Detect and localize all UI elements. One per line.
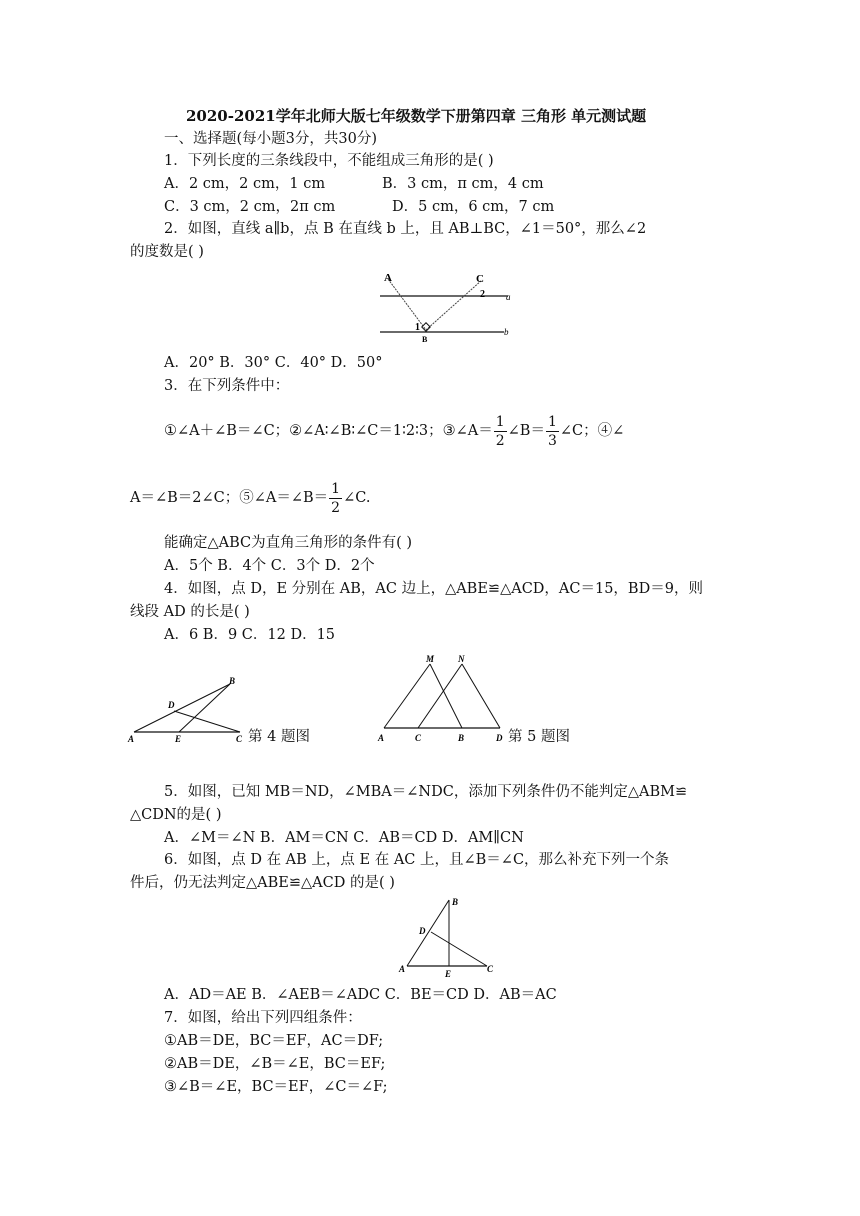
q5-label-c: C xyxy=(415,733,422,743)
page-title: 2020-2021学年北师大版七年级数学下册第四章 三角形 单元测试题 xyxy=(186,107,647,125)
q6-label-d: D xyxy=(419,926,426,936)
q1-stem: 1．下列长度的三条线段中，不能组成三角形的是( ) xyxy=(164,153,494,169)
q5-label-b: B xyxy=(458,733,465,743)
q5-line1: 5．如图，已知 MB＝ND，∠MBA＝∠NDC，添加下列条件仍不能判定△ABM≌ xyxy=(164,784,688,800)
q3-cond-part5: ∠C. xyxy=(343,490,371,506)
q2-line2: 的度数是( ) xyxy=(130,244,204,260)
q4-line1: 4．如图，点 D，E 分别在 AB，AC 边上，△ABE≌△ACD，AC＝15，BD＝9，则 xyxy=(164,581,703,597)
section-heading: 一、选择题(每小题3分，共30分) xyxy=(164,131,377,147)
q3-fraction-third: $\frac{1}{3}$ xyxy=(547,413,557,449)
q6-figure xyxy=(395,894,505,980)
q5-figure xyxy=(372,652,512,748)
q2-line1: 2．如图，直线 a∥b，点 B 在直线 b 上，且 AB⊥BC，∠1＝50°，那么∠2 xyxy=(164,221,647,237)
q6-line2: 件后，仍无法判定△ABE≌△ACD 的是( ) xyxy=(130,875,395,891)
q3-stem: 3．在下列条件中： xyxy=(164,378,290,394)
q3-question: 能确定△ABC为直角三角形的条件有( ) xyxy=(164,535,413,551)
q3-cond-part4: A＝∠B＝2∠C；⑤∠A＝∠B＝ xyxy=(130,490,329,506)
q4-label-e: E xyxy=(175,734,182,744)
q3-fraction-half: $\frac{1}{2}$ xyxy=(495,413,505,449)
q6-label-e: E xyxy=(445,969,452,979)
q5-label-n: N xyxy=(458,654,465,664)
q4-options: A．6 B．9 C．12 D．15 xyxy=(164,627,336,643)
q2-label-angle2: 2 xyxy=(480,289,485,300)
q2-label-a-point: A xyxy=(384,272,392,284)
q5-label-d: D xyxy=(496,733,503,743)
q4-label-d: D xyxy=(168,700,175,710)
q6-line1: 6．如图，点 D 在 AB 上，点 E 在 AC 上，且∠B＝∠C，那么补充下列一个条 xyxy=(164,852,670,868)
q4-label-b: B xyxy=(229,676,236,686)
q3-options: A．5个 B．4个 C．3个 D．2个 xyxy=(164,558,375,574)
q7-condition-3: ③∠B＝∠E，BC＝EF，∠C＝∠F; xyxy=(164,1079,388,1095)
q1-option-b: B．3 cm，π cm，4 cm xyxy=(382,176,544,192)
q2-label-c: C xyxy=(476,273,484,285)
q1-option-a: A．2 cm，2 cm，1 cm xyxy=(164,176,326,192)
q6-label-a: A xyxy=(399,964,406,974)
q2-label-angle1: 1 xyxy=(415,322,420,333)
q4-figure xyxy=(126,672,256,748)
q5-label-a: A xyxy=(378,733,385,743)
q3-conditions-line1 xyxy=(164,411,624,451)
q2-label-b-point: B xyxy=(422,335,428,344)
q2-figure xyxy=(370,266,520,346)
q3-conditions-line2 xyxy=(130,478,370,518)
q4-label-c: C xyxy=(236,734,243,744)
q1-option-c: C．3 cm，2 cm，2π cm xyxy=(164,199,336,215)
q3-fraction-half-2: $\frac{1}{2}$ xyxy=(331,480,341,516)
q2-options: A．20° B．30° C．40° D．50° xyxy=(164,355,383,371)
q4-line2: 线段 AD 的长是( ) xyxy=(130,604,250,620)
q7-condition-2: ②AB＝DE，∠B＝∠E，BC＝EF; xyxy=(164,1056,386,1072)
q6-label-b: B xyxy=(452,897,459,907)
q3-cond-part2: ∠B＝ xyxy=(507,423,545,439)
q1-option-d: D．5 cm，6 cm，7 cm xyxy=(392,199,555,215)
q4-figure-caption: 第 4 题图 xyxy=(248,729,310,745)
q5-line2: △CDN的是( ) xyxy=(130,807,222,823)
q2-label-a-line: a xyxy=(506,292,511,302)
q7-condition-1: ①AB＝DE，BC＝EF，AC＝DF; xyxy=(164,1033,384,1049)
q4-label-a: A xyxy=(128,734,135,744)
q6-label-c: C xyxy=(487,964,494,974)
q7-stem: 7．如图，给出下列四组条件： xyxy=(164,1010,362,1026)
q5-label-m: M xyxy=(426,654,435,664)
q2-label-b-line: b xyxy=(504,327,509,337)
q6-options: A．AD＝AE B．∠AEB＝∠ADC C．BE＝CD D．AB＝AC xyxy=(164,987,557,1003)
q3-cond-part1: ①∠A＋∠B＝∠C；②∠A∶∠B∶∠C＝1∶2∶3；③∠A＝ xyxy=(164,423,493,439)
q5-figure-caption: 第 5 题图 xyxy=(508,729,570,745)
q3-cond-part3: ∠C；④∠ xyxy=(559,423,625,439)
q5-options: A．∠M＝∠N B．AM＝CN C．AB＝CD D．AM∥CN xyxy=(164,830,524,846)
